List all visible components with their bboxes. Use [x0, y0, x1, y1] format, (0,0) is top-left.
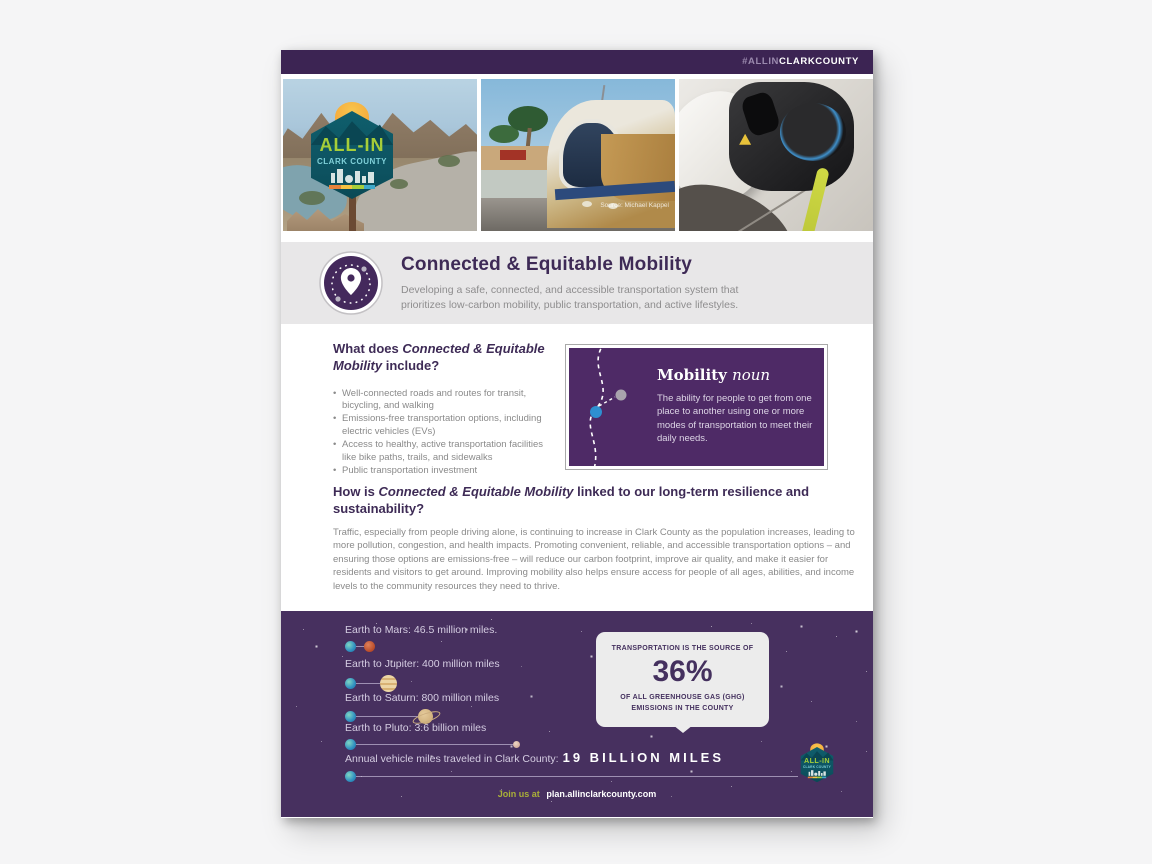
logo-stripes	[329, 185, 375, 189]
annual-miles-row	[345, 750, 798, 782]
earth-icon	[345, 771, 356, 782]
linked-body-paragraph: Traffic, especially from people driving alone, is continuing to increase in Clark County as the population increases, leading to more pollution, congestion, and health impacts. Promoting convenient, reliable, and accessible transportation options – and ensuring those options are emissions-free – will reduce our carbon footprint, improve air quality, and make it easier for residents and visitors to get around. Improving mobility also helps ensure access for people of all ages, abilities, and income levels to the community resources they need to thrive.	[333, 527, 855, 592]
logo-text-allin: ALL-IN	[804, 756, 830, 765]
section-header-band	[281, 242, 873, 324]
linked-heading: How is Connected & Equitable Mobility linked to our long-term resilience and sustainability?	[333, 484, 810, 516]
distance-row-mars: Earth to Mars: 46.5 million miles.	[345, 624, 497, 652]
logo-text-clark-county: CLARK COUNTY	[317, 157, 387, 166]
distance-row-pluto: Earth to Pluto: 3.6 billion miles	[345, 722, 520, 750]
list-item: • Public transportation investment	[333, 465, 551, 477]
mobility-definition-box	[565, 344, 828, 470]
logo-text-clark-county: CLARK COUNTY	[803, 765, 831, 769]
logo-skyline	[321, 169, 383, 183]
bus-headlight-shape	[582, 201, 592, 207]
callout-value: 36%	[652, 655, 713, 688]
join-us-line	[281, 789, 873, 799]
distance-row-saturn: Earth to Saturn: 800 million miles	[345, 692, 499, 724]
dashed-route-graphic	[569, 348, 649, 466]
photo-credit-caption: Source: Michael Kappel	[600, 202, 669, 209]
annual-miles-label: Annual vehicle miles traveled in Clark County:	[345, 753, 559, 765]
hashtag-bold: CLARKCOUNTY	[779, 56, 859, 67]
photo-transit-bus	[481, 79, 675, 231]
definition-term: Mobility noun	[657, 366, 771, 384]
list-item: • Access to healthy, active transportation facilities like bike paths, trails, and sidewalks	[333, 439, 551, 464]
bush-shape	[438, 155, 460, 167]
list-item: • Well-connected roads and routes for transit, bicycling, and walking	[333, 388, 551, 413]
include-bullet-list	[333, 388, 551, 477]
callout-line1: TRANSPORTATION IS THE SOURCE OF	[611, 645, 754, 652]
include-heading: What does Connected & Equitable Mobility include?	[333, 341, 545, 373]
logo-skyline	[805, 770, 830, 776]
include-section	[333, 341, 551, 478]
footer-logo	[799, 743, 835, 783]
earth-icon	[345, 739, 356, 750]
space-infographic-footer	[281, 611, 873, 817]
photo-ev-charging	[679, 79, 873, 231]
ghg-stat-callout	[596, 632, 769, 727]
earth-icon	[345, 678, 356, 689]
mobility-pin-icon	[319, 251, 383, 315]
logo-text-allin: ALL-IN	[319, 135, 385, 155]
charger-ring-shape	[780, 103, 846, 161]
main-content	[281, 324, 873, 611]
jupiter-icon	[380, 675, 397, 692]
earth-icon	[345, 711, 356, 722]
storefront-sign-shape	[500, 150, 526, 160]
distance-row-jupiter: Earth to Jupiter: 400 million miles	[345, 658, 500, 692]
logo-stripes	[808, 777, 826, 779]
mars-icon	[364, 641, 375, 652]
list-item: • Emissions-free transportation options, including electric vehicles (EVs)	[333, 413, 551, 438]
join-us-label: Join us at	[497, 789, 540, 799]
page-title: Connected & Equitable Mobility	[401, 254, 693, 276]
callout-line2: OF ALL GREENHOUSE GAS (GHG) EMISSIONS IN THE COUNTY	[620, 694, 745, 712]
hashtag-bar	[281, 50, 873, 74]
earth-icon	[345, 641, 356, 652]
annual-miles-value: 19 BILLION MILES	[562, 750, 725, 765]
plan-website-link[interactable]: plan.allinclarkcounty.com	[546, 789, 657, 799]
hashtag-prefix: #ALLIN	[742, 56, 780, 67]
all-in-clark-county-logo	[307, 101, 397, 201]
starfield	[281, 611, 282, 612]
photo-desert-trail	[283, 79, 477, 231]
definition-body: The ability for people to get from one place to another using one or more modes of transportation to meet their daily needs.	[657, 393, 813, 444]
photo-strip	[281, 79, 873, 231]
page-subtitle: Developing a safe, connected, and accessible transportation system that prioritizes low-carbon mobility, public transportation, and active lifestyles.	[401, 284, 739, 311]
pluto-icon	[513, 741, 520, 748]
sign-post	[349, 197, 356, 231]
flyer-page	[281, 50, 873, 818]
